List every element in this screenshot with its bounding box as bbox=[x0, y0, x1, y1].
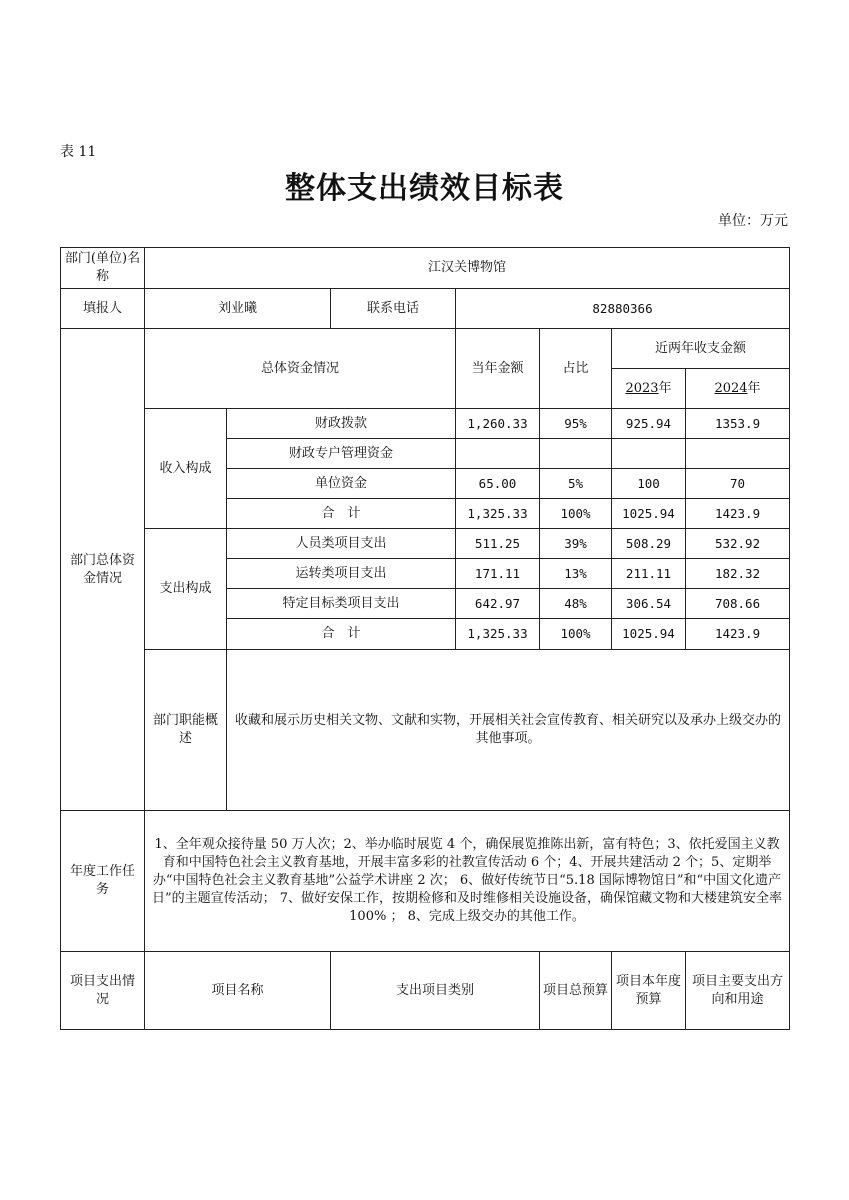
dept-name-row bbox=[61, 248, 790, 289]
expense-item-ratio: 13% bbox=[540, 559, 612, 589]
year-2023-header bbox=[612, 369, 686, 409]
income-total-label: 合 计 bbox=[227, 499, 456, 529]
dept-name-label: 部门(单位)名称 bbox=[61, 248, 145, 289]
income-total-amount: 1,325.33 bbox=[456, 499, 540, 529]
expense-total-ratio: 100% bbox=[540, 619, 612, 650]
expense-total-2023: 1025.94 bbox=[612, 619, 686, 650]
expense-composition-label: 支出构成 bbox=[145, 529, 227, 650]
income-item-2024 bbox=[686, 439, 790, 469]
annual-tasks-label: 年度工作任务 bbox=[61, 811, 145, 952]
income-item-2023: 100 bbox=[612, 469, 686, 499]
current-amount-header: 当年金额 bbox=[456, 329, 540, 409]
year-2024-number: 2024 bbox=[714, 380, 748, 396]
year-suffix: 年 bbox=[658, 380, 672, 396]
expense-item-ratio: 39% bbox=[540, 529, 612, 559]
function-text: 收藏和展示历史相关文物、文献和实物，开展相关社会宣传教育、相关研究以及承办上级交办的其他事项。 bbox=[227, 650, 790, 811]
performance-table bbox=[60, 247, 790, 1030]
expense-total-label: 合 计 bbox=[227, 619, 456, 650]
annual-tasks-text: 1、全年观众接待量 50 万人次；2、举办临时展览 4 个，确保展览推陈出新，富有特色；3、依托爱国主义教育和中国特色社会主义教育基地，开展丰富多彩的社教宣传活动 6 个；4、开展共建活动 2 个；5、定期举办“中国特色社会主义教育基地”公益学术讲座 2 次； 6、做好传统节日“5.18 国际博物馆日”和“中国文化遗产日”的主题宣传活动； 7、做好安保工作，按期检修和及时维修相关设施设备，确保馆藏文物和大楼建筑安全率 100% ； 8、完成上级交办的其他工作。 bbox=[145, 811, 790, 952]
income-item-2024: 70 bbox=[686, 469, 790, 499]
function-row bbox=[61, 650, 790, 811]
filler-value: 刘业曦 bbox=[145, 289, 331, 329]
expense-item-name: 特定目标类项目支出 bbox=[227, 589, 456, 619]
document-title: 整体支出绩效目标表 bbox=[285, 171, 564, 206]
expense-item-name: 人员类项目支出 bbox=[227, 529, 456, 559]
phone-value: 82880366 bbox=[456, 289, 790, 329]
project-section-label: 项目支出情况 bbox=[61, 952, 145, 1030]
expense-item-amount: 171.11 bbox=[456, 559, 540, 589]
expense-item-amount: 642.97 bbox=[456, 589, 540, 619]
table-number: 表 11 bbox=[60, 144, 97, 160]
project-name-header: 项目名称 bbox=[145, 952, 331, 1030]
expense-item-amount: 511.25 bbox=[456, 529, 540, 559]
income-item-name: 财政专户管理资金 bbox=[227, 439, 456, 469]
income-total-ratio: 100% bbox=[540, 499, 612, 529]
income-item-amount: 65.00 bbox=[456, 469, 540, 499]
income-item-amount: 1,260.33 bbox=[456, 409, 540, 439]
expense-item-2023: 306.54 bbox=[612, 589, 686, 619]
expense-item-2024: 708.66 bbox=[686, 589, 790, 619]
funds-section-label: 部门总体资金情况 bbox=[61, 329, 145, 811]
expense-item-2023: 211.11 bbox=[612, 559, 686, 589]
income-item-2023: 925.94 bbox=[612, 409, 686, 439]
expense-item-ratio: 48% bbox=[540, 589, 612, 619]
project-header-row bbox=[61, 952, 790, 1030]
expense-item-name: 运转类项目支出 bbox=[227, 559, 456, 589]
dept-name-value: 江汉关博物馆 bbox=[145, 248, 790, 289]
filler-row bbox=[61, 289, 790, 329]
income-item-name: 单位资金 bbox=[227, 469, 456, 499]
project-total-budget-header: 项目总预算 bbox=[540, 952, 612, 1030]
expense-item-2023: 508.29 bbox=[612, 529, 686, 559]
filler-label: 填报人 bbox=[61, 289, 145, 329]
annual-tasks-row bbox=[61, 811, 790, 952]
income-item-amount bbox=[456, 439, 540, 469]
expense-total-amount: 1,325.33 bbox=[456, 619, 540, 650]
income-row bbox=[61, 409, 790, 439]
income-total-2023: 1025.94 bbox=[612, 499, 686, 529]
expense-row bbox=[61, 529, 790, 559]
ratio-header: 占比 bbox=[540, 329, 612, 409]
project-year-budget-header: 项目本年度预算 bbox=[612, 952, 686, 1030]
overall-funds-label: 总体资金情况 bbox=[145, 329, 456, 409]
expense-item-2024: 532.92 bbox=[686, 529, 790, 559]
unit-label: 单位：万元 bbox=[718, 213, 788, 229]
project-category-header: 支出项目类别 bbox=[331, 952, 540, 1030]
income-total-2024: 1423.9 bbox=[686, 499, 790, 529]
function-label: 部门职能概述 bbox=[145, 650, 227, 811]
income-composition-label: 收入构成 bbox=[145, 409, 227, 529]
year-2023-number: 2023 bbox=[625, 380, 659, 396]
project-direction-header: 项目主要支出方向和用途 bbox=[686, 952, 790, 1030]
year-2024-header bbox=[686, 369, 790, 409]
phone-label: 联系电话 bbox=[331, 289, 456, 329]
two-year-header: 近两年收支金额 bbox=[612, 329, 790, 369]
year-suffix: 年 bbox=[747, 380, 761, 396]
expense-total-2024: 1423.9 bbox=[686, 619, 790, 650]
funds-header-row bbox=[61, 329, 790, 369]
income-item-2024: 1353.9 bbox=[686, 409, 790, 439]
income-item-ratio bbox=[540, 439, 612, 469]
income-item-ratio: 95% bbox=[540, 409, 612, 439]
income-item-ratio: 5% bbox=[540, 469, 612, 499]
income-item-2023 bbox=[612, 439, 686, 469]
expense-item-2024: 182.32 bbox=[686, 559, 790, 589]
income-item-name: 财政拨款 bbox=[227, 409, 456, 439]
